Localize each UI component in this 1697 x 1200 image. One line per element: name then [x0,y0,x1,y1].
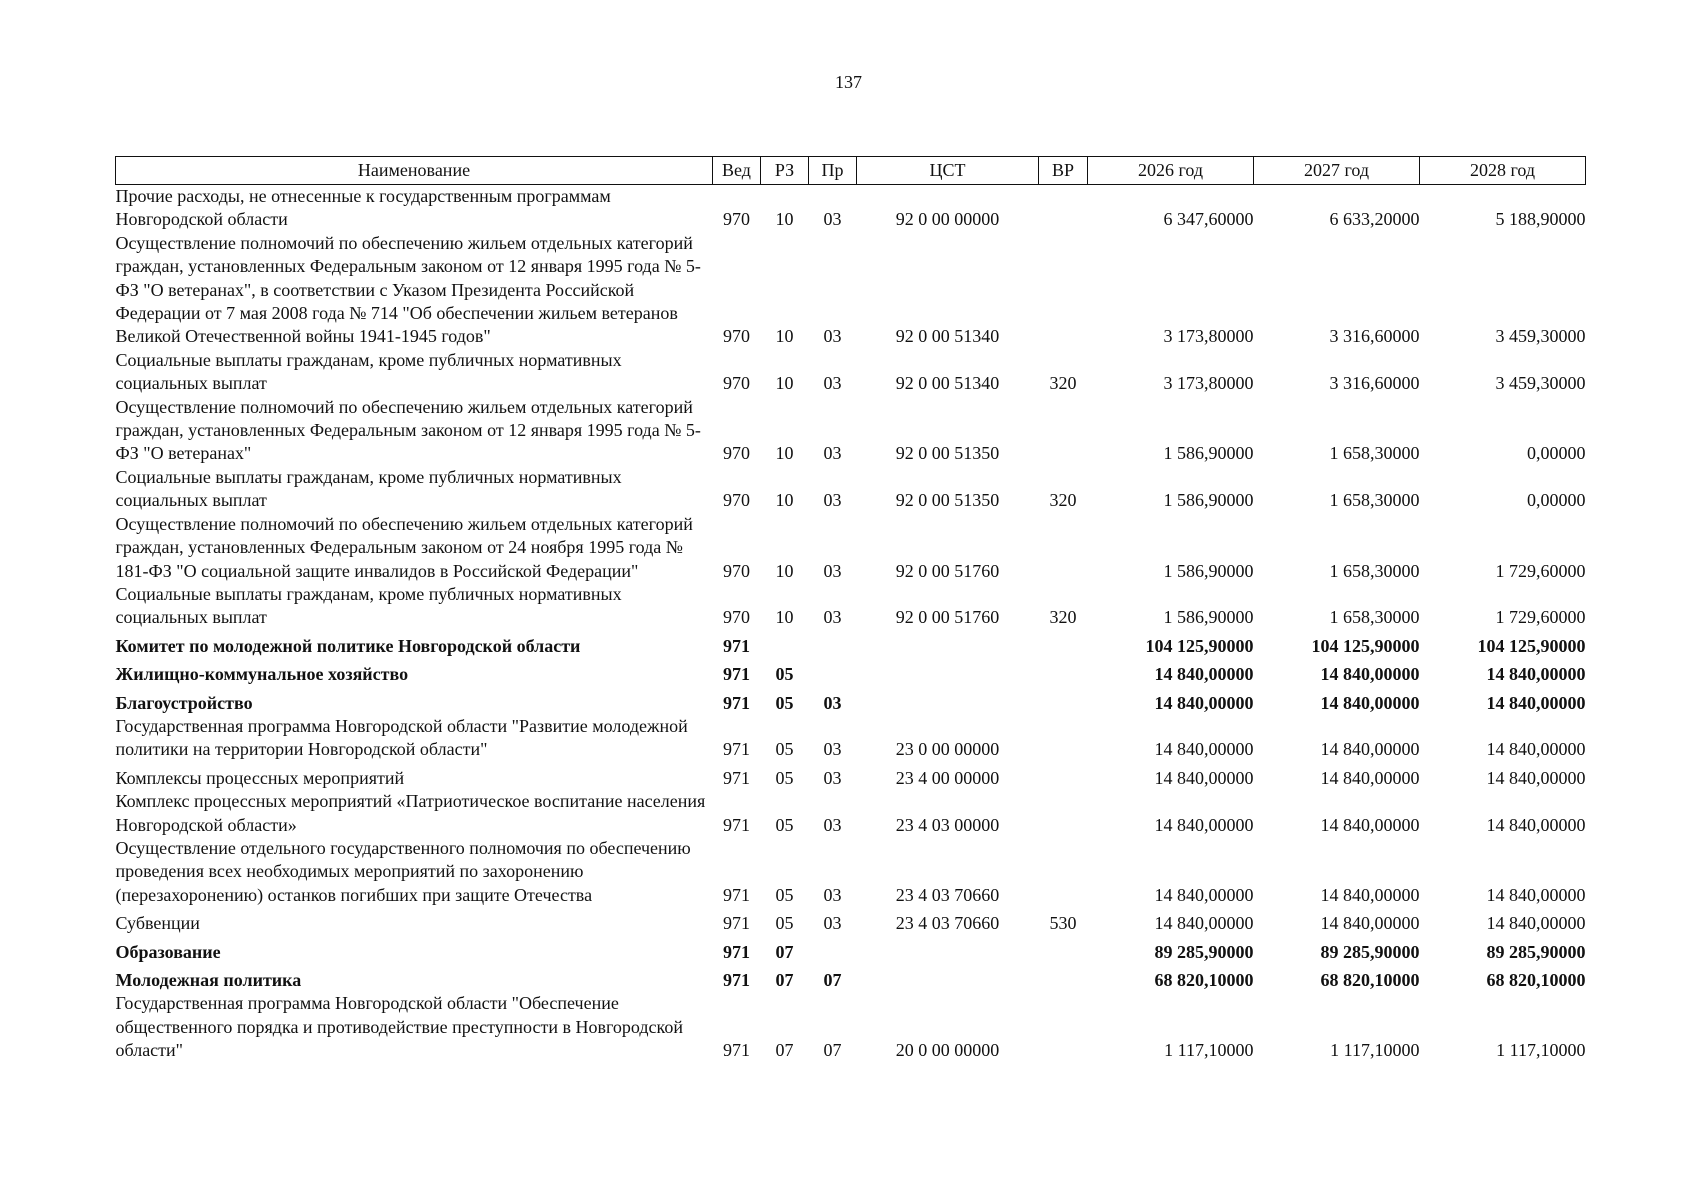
row-cst [857,687,1039,715]
row-name: Благоустройство [115,692,253,713]
row-value-2028: 1 117,10000 [1496,1040,1586,1061]
table-row [116,396,1586,466]
row-pr: 03 [823,326,842,347]
row-pr: 03 [823,490,842,511]
row-vr [1039,396,1088,466]
header-year-2027: 2027 год [1254,157,1420,185]
row-rz: 05 [775,884,794,905]
row-pr: 07 [823,1040,842,1061]
table-row [116,992,1586,1062]
row-rz: 05 [775,767,794,788]
row-value-2026: 14 840,00000 [1154,913,1254,934]
row-ved: 971 [723,884,750,905]
row-ved: 971 [723,635,750,656]
row-ved: 971 [723,739,750,760]
table-row [116,232,1586,349]
header-pr: Пр [809,157,857,185]
row-vr [1039,513,1088,583]
row-ved: 970 [723,607,750,628]
row-pr [809,658,857,686]
row-cst [857,936,1039,964]
row-rz: 10 [775,443,794,464]
row-vr [1039,630,1088,658]
row-value-2026: 14 840,00000 [1154,767,1254,788]
row-value-2027: 14 840,00000 [1320,739,1420,760]
table-row [116,349,1586,396]
row-rz: 10 [775,326,794,347]
table-row [116,762,1586,790]
row-rz: 10 [775,373,794,394]
row-value-2027: 14 840,00000 [1320,913,1420,934]
row-pr: 03 [823,373,842,394]
row-value-2026: 3 173,80000 [1163,373,1254,394]
row-cst: 92 0 00 51350 [895,490,1000,511]
row-vr [1039,715,1088,762]
row-vr: 320 [1049,490,1077,511]
row-value-2026: 14 840,00000 [1154,664,1254,685]
row-cst: 92 0 00 00000 [895,209,1000,230]
row-rz: 10 [775,490,794,511]
row-value-2028: 1 729,60000 [1495,607,1586,628]
table-header [116,157,1586,185]
header-year-2028: 2028 год [1420,157,1586,185]
row-value-2027: 1 658,30000 [1329,443,1420,464]
row-value-2026: 1 586,90000 [1163,490,1254,511]
row-rz: 10 [775,209,794,230]
row-cst: 92 0 00 51760 [895,607,1000,628]
row-name: Социальные выплаты гражданам, кроме публичных нормативных социальных выплат [115,349,622,394]
row-name: Осуществление отдельного государственного полномочия по обеспечению проведения всех необходимых мероприятий по захоронению (перезахоронению) останков погибших при защите Отечества [115,837,691,905]
table-row [116,936,1586,964]
row-cst: 23 4 03 00000 [895,814,1000,835]
table-body [116,185,1586,1063]
row-vr [1039,232,1088,349]
table-row [116,907,1586,935]
row-pr: 07 [823,970,842,990]
row-value-2028: 5 188,90000 [1495,209,1586,230]
row-cst: 20 0 00 00000 [895,1040,1000,1061]
table-row [116,837,1586,907]
row-value-2026: 6 347,60000 [1163,209,1254,230]
row-value-2028: 14 840,00000 [1486,884,1586,905]
row-cst: 92 0 00 51340 [895,326,1000,347]
row-value-2028: 3 459,30000 [1495,326,1586,347]
row-ved: 970 [723,490,750,511]
row-pr: 03 [823,767,842,788]
row-cst [857,658,1039,686]
row-name: Осуществление полномочий по обеспечению жильем отдельных категорий граждан, установленных Федеральным законом от 12 января 1995 года № 5-ФЗ "О ветеранах" [115,396,701,464]
row-cst: 92 0 00 51350 [895,443,1000,464]
table-row [116,687,1586,715]
row-value-2028: 0,00000 [1527,443,1586,464]
row-vr [1039,936,1088,964]
row-cst: 92 0 00 51760 [895,560,1000,581]
row-ved: 971 [723,692,750,713]
table-row [116,630,1586,658]
table-row [116,466,1586,513]
row-value-2028: 14 840,00000 [1486,664,1586,685]
row-value-2028: 14 840,00000 [1486,767,1586,788]
row-name: Молодежная политика [115,970,302,990]
row-ved: 971 [723,913,750,934]
row-value-2027: 68 820,10000 [1320,970,1420,990]
row-rz: 05 [775,692,794,713]
row-pr: 03 [823,692,842,713]
row-pr: 03 [823,884,842,905]
row-value-2026: 14 840,00000 [1154,884,1254,905]
row-name: Государственная программа Новгородской области "Развитие молодежной политики на территории Новгородской области" [115,715,688,760]
row-vr [1039,185,1088,232]
row-ved: 970 [723,326,750,347]
row-vr [1039,837,1088,907]
row-rz: 10 [775,607,794,628]
row-rz: 05 [775,664,794,685]
row-value-2026: 14 840,00000 [1154,692,1254,713]
row-value-2026: 1 117,10000 [1164,1040,1254,1061]
row-value-2027: 14 840,00000 [1320,692,1420,713]
row-value-2028: 3 459,30000 [1495,373,1586,394]
row-value-2027: 14 840,00000 [1320,767,1420,788]
row-value-2027: 89 285,90000 [1320,941,1420,962]
row-cst: 23 0 00 00000 [895,739,1000,760]
row-value-2028: 89 285,90000 [1486,941,1586,962]
table-row [116,513,1586,583]
header-rz: РЗ [761,157,809,185]
row-name: Субвенции [115,913,200,934]
row-cst: 23 4 03 70660 [895,913,1000,934]
row-name: Жилищно-коммунальное хозяйство [115,664,409,685]
row-ved: 970 [723,209,750,230]
row-pr: 03 [823,560,842,581]
row-vr: 320 [1049,607,1077,628]
row-pr: 03 [823,209,842,230]
row-value-2026: 3 173,80000 [1163,326,1254,347]
row-ved: 971 [723,1040,750,1061]
row-ved: 971 [723,664,750,685]
row-vr [1039,687,1088,715]
row-vr [1039,992,1088,1062]
row-name: Осуществление полномочий по обеспечению жильем отдельных категорий граждан, установленных Федеральным законом от 24 ноября 1995 года № 181-ФЗ "О социальной защите инвалидов в Российской Федерации" [115,513,693,581]
row-rz: 10 [775,560,794,581]
row-name: Комитет по молодежной политике Новгородской области [115,635,581,656]
row-pr: 03 [823,443,842,464]
table-row [116,715,1586,762]
row-ved: 970 [723,560,750,581]
row-value-2028: 14 840,00000 [1486,692,1586,713]
row-pr: 03 [823,739,842,760]
row-name: Образование [115,941,221,962]
header-name: Наименование [116,157,713,185]
row-rz [761,630,809,658]
row-cst [857,630,1039,658]
budget-table [115,156,1586,1063]
row-name: Государственная программа Новгородской области "Обеспечение общественного порядка и противодействие преступности в Новгородской области" [115,993,683,1061]
row-ved: 970 [723,373,750,394]
row-pr: 03 [823,607,842,628]
row-value-2028: 14 840,00000 [1486,814,1586,835]
row-name: Социальные выплаты гражданам, кроме публичных нормативных социальных выплат [115,466,622,511]
row-name: Социальные выплаты гражданам, кроме публичных нормативных социальных выплат [115,583,622,628]
row-pr: 03 [823,814,842,835]
row-vr [1039,762,1088,790]
row-value-2026: 89 285,90000 [1154,941,1254,962]
row-value-2028: 1 729,60000 [1495,560,1586,581]
header-ved: Вед [713,157,761,185]
table-row [116,964,1586,992]
row-ved: 971 [723,941,750,962]
row-ved: 970 [723,443,750,464]
row-cst: 23 4 00 00000 [895,767,1000,788]
table-row [116,185,1586,232]
row-value-2028: 14 840,00000 [1486,739,1586,760]
row-vr: 320 [1049,373,1077,394]
row-value-2027: 1 658,30000 [1329,607,1420,628]
row-value-2026: 1 586,90000 [1163,607,1254,628]
row-vr [1039,658,1088,686]
row-name: Комплексы процессных мероприятий [115,767,405,788]
row-cst: 92 0 00 51340 [895,373,1000,394]
table-row [116,583,1586,630]
row-value-2027: 1 658,30000 [1329,490,1420,511]
row-value-2026: 1 586,90000 [1163,443,1254,464]
row-value-2027: 6 633,20000 [1329,209,1420,230]
row-rz: 05 [775,739,794,760]
row-value-2027: 3 316,60000 [1329,373,1420,394]
page-number: 137 [835,72,862,92]
header-year-2026: 2026 год [1088,157,1254,185]
row-value-2026: 104 125,90000 [1145,635,1254,656]
row-pr: 03 [823,913,842,934]
row-name: Осуществление полномочий по обеспечению жильем отдельных категорий граждан, установленных Федеральным законом от 12 января 1995 года № 5-ФЗ "О ветеранах", в соответствии с Указом Президента Российской Федерации от 7 мая 2008 года № 714 "Об обеспечении жильем ветеранов Великой Отечественной войны 1941-1945 годов" [115,232,701,347]
row-vr [1039,964,1088,992]
table-row [116,658,1586,686]
row-ved: 971 [723,767,750,788]
header-vr: ВР [1039,157,1088,185]
row-vr: 530 [1049,913,1077,934]
row-ved: 971 [723,970,750,990]
row-value-2027: 3 316,60000 [1329,326,1420,347]
row-rz: 05 [775,913,794,934]
row-value-2028: 68 820,10000 [1486,970,1586,990]
header-cst: ЦСТ [857,157,1039,185]
row-value-2028: 14 840,00000 [1486,913,1586,934]
row-value-2026: 68 820,10000 [1154,970,1254,990]
row-value-2027: 1 117,10000 [1330,1040,1420,1061]
row-value-2027: 14 840,00000 [1320,814,1420,835]
row-name: Прочие расходы, не отнесенные к государственным программам Новгородской области [115,186,611,230]
row-rz: 05 [775,814,794,835]
row-value-2027: 104 125,90000 [1311,635,1420,656]
row-ved: 971 [723,814,750,835]
row-rz: 07 [775,970,794,990]
row-cst: 23 4 03 70660 [895,884,1000,905]
row-vr [1039,790,1088,837]
row-value-2027: 14 840,00000 [1320,664,1420,685]
row-name: Комплекс процессных мероприятий «Патриотическое воспитание населения Новгородской области» [115,791,706,835]
row-value-2027: 14 840,00000 [1320,884,1420,905]
row-value-2028: 104 125,90000 [1477,635,1586,656]
row-value-2026: 14 840,00000 [1154,814,1254,835]
row-pr [809,630,857,658]
table-row [116,790,1586,837]
row-value-2028: 0,00000 [1527,490,1586,511]
row-rz: 07 [775,941,794,962]
row-value-2026: 1 586,90000 [1163,560,1254,581]
row-pr [809,936,857,964]
row-value-2026: 14 840,00000 [1154,739,1254,760]
row-cst [857,964,1039,992]
row-value-2027: 1 658,30000 [1329,560,1420,581]
row-rz: 07 [775,1040,794,1061]
